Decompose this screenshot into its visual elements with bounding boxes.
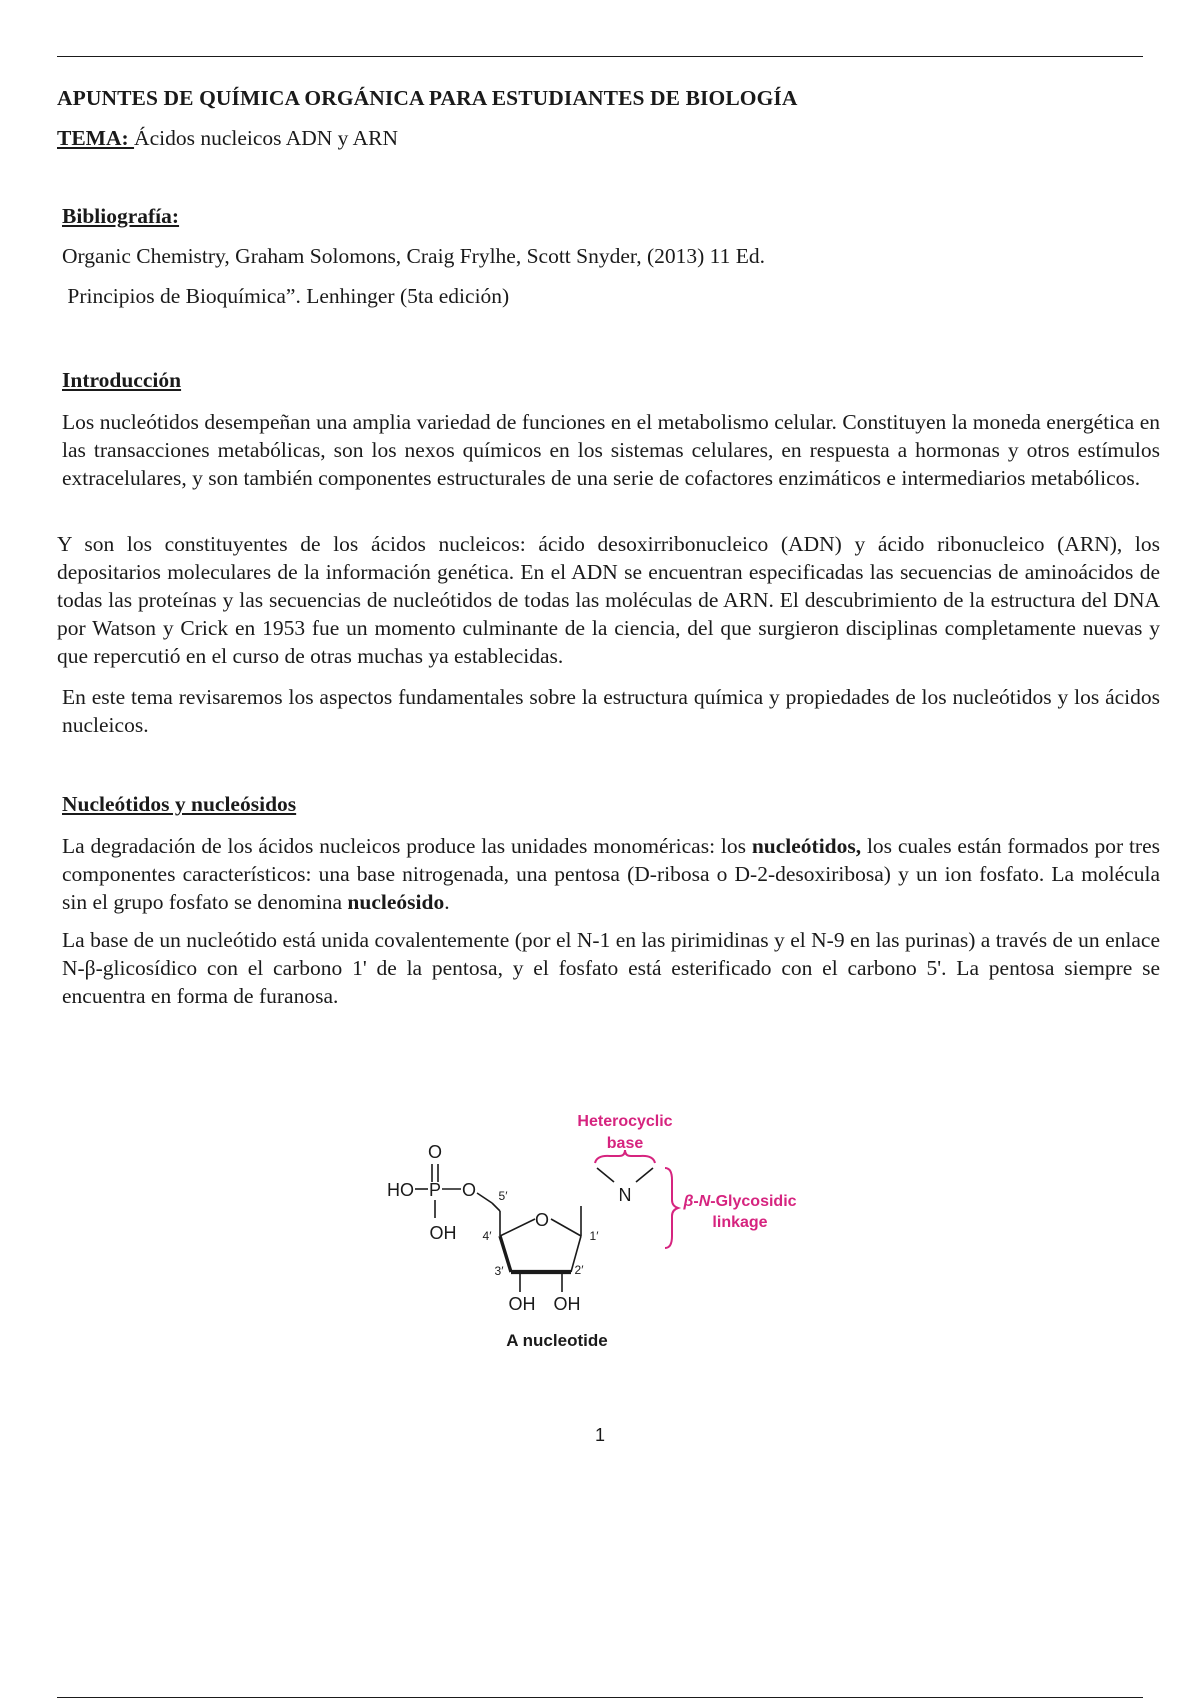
top-rule xyxy=(57,56,1143,57)
c5-c4-bond xyxy=(492,1203,500,1211)
carbon-label-5: 5′ xyxy=(498,1189,508,1203)
topic-line xyxy=(57,126,398,151)
ester-oxygen: O xyxy=(461,1180,477,1200)
topic-text: Ácidos nucleicos ADN y ARN xyxy=(134,126,398,150)
text-run: los cuales están formados por tres componentes característicos: una base nitrogenada, una pentosa (D-ribosa o D-2-desoxiribosa) y un ion fosfato. La molécula sin el grupo fosfato se denomina xyxy=(62,834,1160,914)
heterocyclic-label-line1: Heterocyclic xyxy=(577,1113,673,1130)
topic-label: TEMA: xyxy=(57,126,135,150)
hydroxyl-ho: HO xyxy=(387,1180,414,1200)
bibliography-heading: Bibliografía: xyxy=(62,204,180,228)
bibliography-item: Organic Chemistry, Graham Solomons, Craig Frylhe, Scott Snyder, (2013) 11 Ed. xyxy=(62,244,765,268)
ring-bond xyxy=(551,1219,581,1236)
nitrogen-atom: N xyxy=(618,1185,632,1205)
phosphate-oxygen-double: O xyxy=(427,1142,443,1162)
term-nucleotides: nucleótidos, xyxy=(751,834,862,858)
bibliography-item: Principios de Bioquímica”. Lenhinger (5ta edición) xyxy=(62,284,510,308)
hydroxyl-2: OH xyxy=(553,1294,581,1314)
introduction-paragraph: Los nucleótidos desempeñan una amplia variedad de funciones en el metabolismo celular. Constituyen la moneda energética en las transacciones metabólicas, son los nexos químicos en los sistemas celulares, en respuesta a hormonas y otros estímulos extracelulares, y son también componentes estructurales de una serie de cofactores enzimáticos e intermediarios metabólicos. xyxy=(62,410,1160,490)
nucleotide-structure-figure xyxy=(387,1100,835,1360)
linkage-label-line2: linkage xyxy=(712,1214,768,1231)
introduction-heading: Introducción xyxy=(62,368,182,392)
term-nucleoside: nucleósido xyxy=(347,890,445,914)
page-number: 1 xyxy=(594,1425,605,1445)
heterocyclic-label-line2: base xyxy=(606,1135,644,1152)
heterocyclic-brace xyxy=(595,1150,655,1163)
base-bond-left xyxy=(597,1168,614,1182)
linkage-label-line1: β-N-Glycosidic xyxy=(683,1193,797,1210)
carbon-label-3: 3′ xyxy=(494,1264,504,1278)
text-run: La degradación de los ácidos nucleicos produce las unidades monoméricas: los xyxy=(62,834,752,858)
document-title: APUNTES DE QUÍMICA ORGÁNICA PARA ESTUDIANTES DE BIOLOGÍA xyxy=(57,86,798,110)
nucleotides-paragraph: La base de un nucleótido está unida covalentemente (por el N-1 en las pirimidinas y el N-9 en las purinas) a través de un enlace N-β-glicosídico con el carbono 1' de la pentosa, y el fosfato está esterificado con el carbono 5'. La pentosa siempre se encuentra en forma de furanosa. xyxy=(62,928,1160,1008)
text-run: . xyxy=(444,890,450,914)
hydroxyl-3: OH xyxy=(508,1294,536,1314)
base-bond-right xyxy=(636,1168,653,1182)
linkage-brace xyxy=(665,1168,678,1248)
bottom-rule xyxy=(57,1697,1143,1698)
figure-caption: A nucleotide xyxy=(506,1331,608,1350)
carbon-label-1: 1′ xyxy=(589,1229,599,1243)
ring-bond xyxy=(500,1219,535,1236)
phosphate-hydroxyl: OH xyxy=(429,1223,457,1243)
introduction-paragraph: En este tema revisaremos los aspectos fundamentales sobre la estructura química y propiedades de los nucleótidos y los ácidos nucleicos. xyxy=(62,685,1160,737)
phosphorus-atom: P xyxy=(428,1180,442,1200)
carbon-label-4: 4′ xyxy=(482,1229,492,1243)
o-c5-bond xyxy=(477,1193,492,1203)
introduction-paragraph: Y son los constituyentes de los ácidos nucleicos: ácido desoxirribonucleico (ADN) y ácido ribonucleico (ARN), los depositarios moleculares de la información genética. En el ADN se encuentran especificadas las secuencias de aminoácidos de todas las proteínas y las secuencias de nucleótidos de todas las moléculas de ARN. El descubrimiento de la estructura del DNA por Watson y Crick en 1953 fue un momento culminante de la ciencia, del que surgieron disciplinas completamente nuevas y que repercutió en el curso de otras muchas ya establecidas. xyxy=(57,532,1160,668)
nucleotides-paragraph xyxy=(62,832,1160,916)
nucleotides-heading: Nucleótidos y nucleósidos xyxy=(62,792,297,816)
ring-oxygen: O xyxy=(534,1210,550,1230)
carbon-label-2: 2′ xyxy=(574,1263,584,1277)
